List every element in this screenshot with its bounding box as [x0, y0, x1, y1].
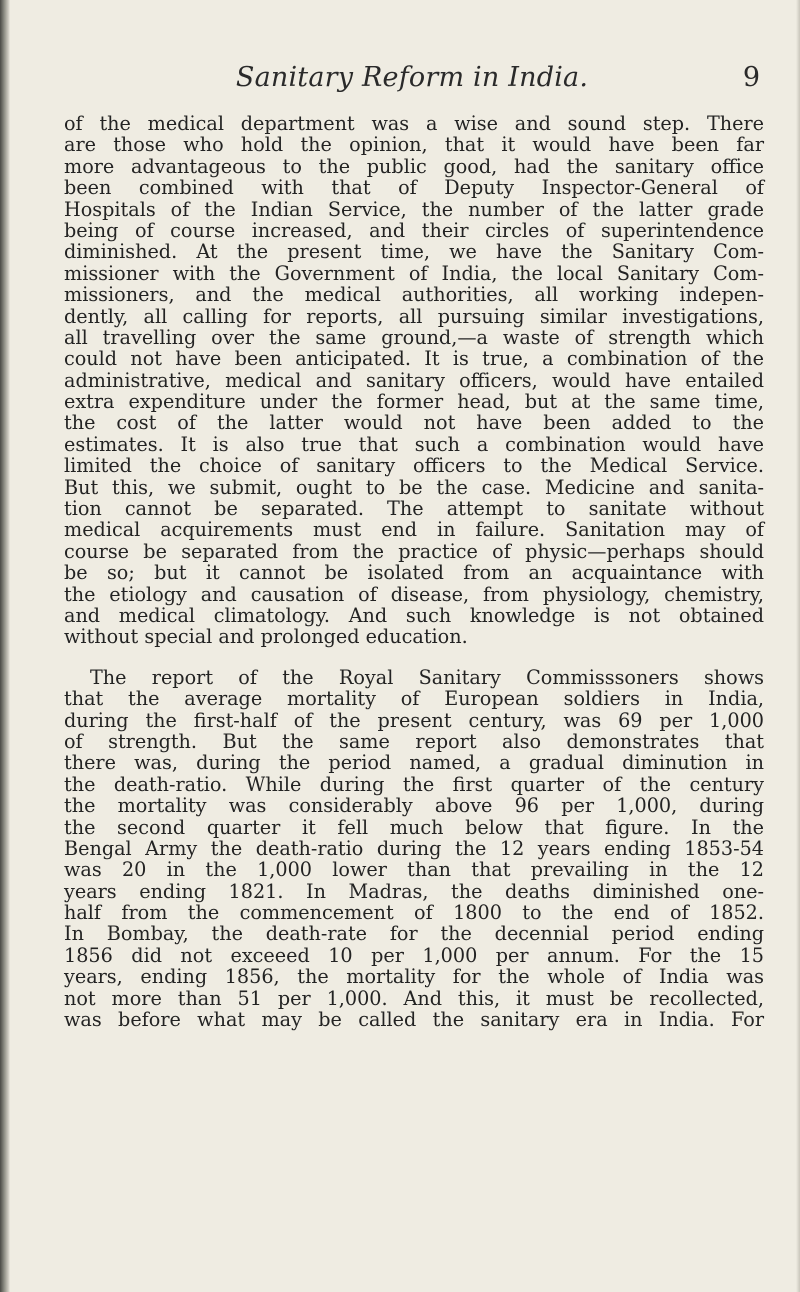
text-line: diminished. At the present time, we have the Sanitary Com- [64, 240, 764, 264]
text-line: But this, we submit, ought to be the case. Medicine and sanita- [64, 475, 764, 499]
text-line: limited the choice of sanitary officers to the Medical Service. [64, 454, 764, 478]
text-line: being of course increased, and their circles of superintendence [64, 218, 764, 242]
text-line: and medical climatology. And such knowledge is not obtained [64, 603, 764, 627]
text-line: are those who hold the opinion, that it would have been far [64, 133, 764, 157]
paragraph-2 [64, 667, 764, 1031]
text-line: of strength. But the same report also demonstrates that [64, 729, 764, 753]
text-line: course be separated from the practice of physic—perhaps should [64, 539, 764, 563]
text-line: years, ending 1856, the mortality for the whole of India was [64, 965, 764, 989]
text-line: the etiology and causation of disease, from physiology, chemistry, [64, 582, 764, 606]
text-line: that the average mortality of European soldiers in India, [64, 687, 764, 711]
text-line: tion cannot be separated. The attempt to sanitate without [64, 497, 764, 521]
text-line: estimates. It is also true that such a combination would have [64, 432, 764, 456]
text-line: In Bombay, the death-rate for the decennial period ending [64, 922, 764, 946]
paragraph-gap [64, 648, 764, 667]
text-line: could not have been anticipated. It is true, a combination of the [64, 347, 764, 371]
text-line: Bengal Army the death-ratio during the 12 years ending 1853-54 [64, 836, 764, 860]
text-line: not more than 51 per 1,000. And this, it must be recollected, [64, 986, 764, 1010]
body-text [64, 113, 764, 1030]
text-line: years ending 1821. In Madras, the deaths diminished one- [64, 879, 764, 903]
text-line: 1856 did not exceeed 10 per 1,000 per annum. For the 15 [64, 943, 764, 967]
text-line: during the first-half of the present century, was 69 per 1,000 [64, 708, 764, 732]
page-edge [0, 0, 10, 1292]
text-line: extra expenditure under the former head, but at the same time, [64, 390, 764, 414]
text-line: of the medical department was a wise and sound step. There [64, 112, 764, 135]
text-line: without special and prolonged education. [64, 625, 468, 649]
text-line: dently, all calling for reports, all pursuing similar investigations, [64, 304, 764, 328]
text-line: missioner with the Government of India, the local Sanitary Com- [64, 261, 764, 285]
text-line: all travelling over the same ground,—a waste of strength which [64, 325, 764, 349]
text-line: The report of the Royal Sanitary Commisssoners shows [90, 665, 764, 689]
text-line: more advantageous to the public good, had the sanitary office [64, 154, 764, 178]
running-title: Sanitary Reform in India. [235, 62, 589, 93]
text-line: been combined with that of Deputy Inspector-General of [64, 176, 764, 200]
text-line: was 20 in the 1,000 lower than that prevailing in the 12 [64, 858, 764, 882]
text-line: the death-ratio. While during the first quarter of the century [64, 772, 764, 796]
paragraph-1 [64, 113, 764, 648]
text-line: medical acquirements must end in failure. Sanitation may of [64, 518, 764, 542]
text-line: be so; but it cannot be isolated from an acquaintance with [64, 561, 764, 585]
text-line: missioners, and the medical authorities, all working indepen- [64, 283, 764, 307]
text-line: there was, during the period named, a gradual diminution in [64, 751, 764, 775]
text-line: administrative, medical and sanitary officers, would have entailed [64, 368, 764, 392]
text-line: Hospitals of the Indian Service, the number of the latter grade [64, 197, 764, 221]
text-line: half from the commencement of 1800 to the end of 1852. [64, 901, 764, 925]
text-line: was before what may be called the sanitary era in India. For [64, 1008, 764, 1032]
text-line: the mortality was considerably above 96 per 1,000, during [64, 794, 764, 818]
running-head [62, 62, 762, 98]
text-line: the second quarter it fell much below that figure. In the [64, 815, 764, 839]
page-edge-right [796, 0, 800, 1292]
text-line: the cost of the latter would not have been added to the [64, 411, 764, 435]
page-number: 9 [742, 62, 760, 93]
